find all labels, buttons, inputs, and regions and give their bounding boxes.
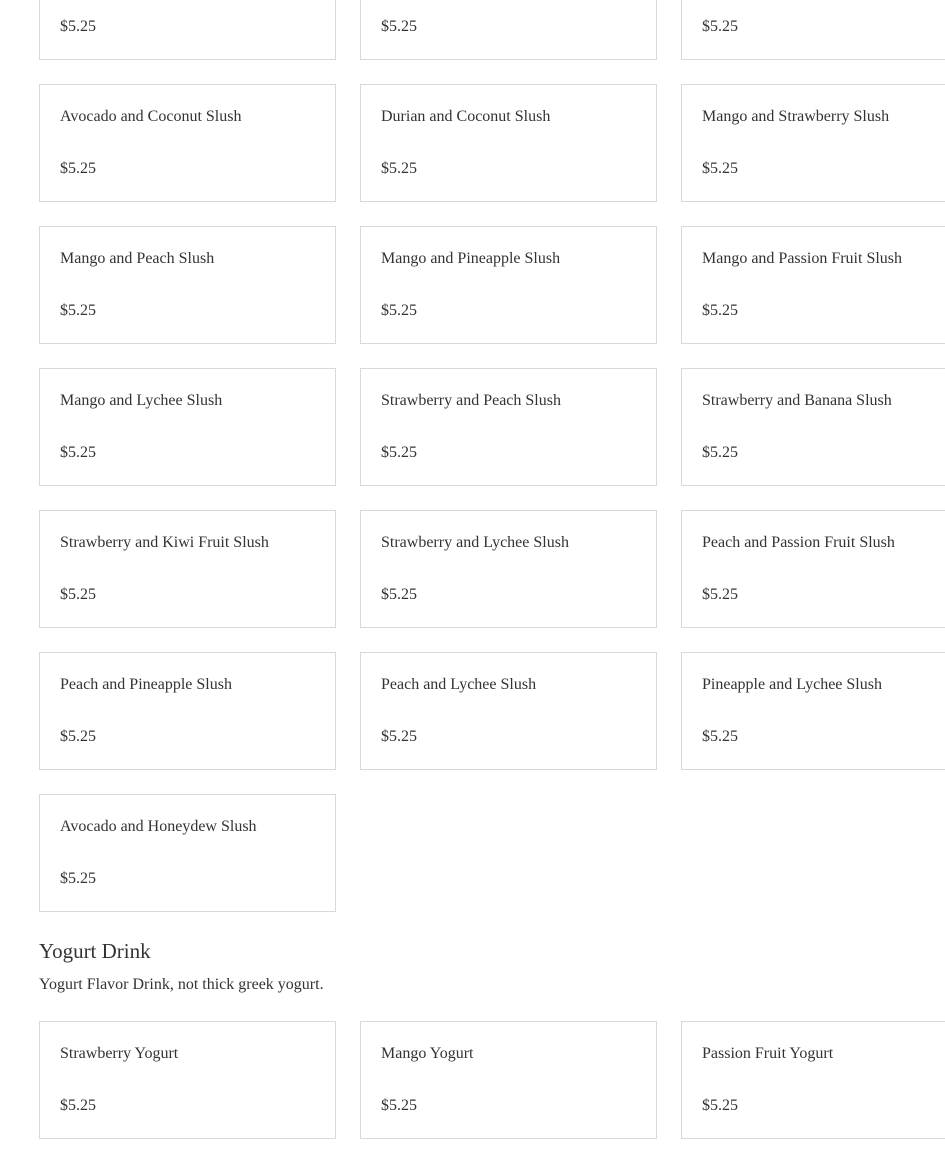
slush-menu-grid <box>39 0 945 912</box>
menu-item-card[interactable] <box>39 0 336 60</box>
menu-item-card[interactable] <box>360 652 657 770</box>
menu-item-price: $5.25 <box>381 728 417 745</box>
menu-item-price: $5.25 <box>60 870 96 887</box>
yogurt-menu-grid <box>39 1021 945 1139</box>
menu-item-card[interactable] <box>360 226 657 344</box>
menu-item-name: Pineapple and Lychee Slush <box>702 676 882 693</box>
menu-item-name: Avocado and Honeydew Slush <box>60 818 257 835</box>
menu-item-name: Passion Fruit Yogurt <box>702 1045 834 1062</box>
menu-item-card[interactable] <box>39 510 336 628</box>
menu-item-name: Durian and Coconut Slush <box>381 108 551 125</box>
menu-item-price: $5.25 <box>381 302 417 319</box>
menu-item-name: Mango and Passion Fruit Slush <box>702 250 903 267</box>
menu-item-price: $5.25 <box>702 1097 738 1114</box>
menu-item-card[interactable] <box>39 84 336 202</box>
menu-item-price: $5.25 <box>60 18 96 35</box>
menu-item-card[interactable] <box>681 368 945 486</box>
menu-item-card[interactable] <box>681 1021 945 1139</box>
menu-item-price: $5.25 <box>60 302 96 319</box>
menu-item-name: Strawberry and Lychee Slush <box>381 534 569 551</box>
menu-item-name: Mango and Pineapple Slush <box>381 250 561 267</box>
menu-item-name: Peach and Lychee Slush <box>381 676 537 693</box>
menu-item-card[interactable] <box>360 510 657 628</box>
menu-item-card[interactable] <box>39 1021 336 1139</box>
menu-item-price: $5.25 <box>381 586 417 603</box>
menu-item-name: Peach and Passion Fruit Slush <box>702 534 895 551</box>
menu-item-price: $5.25 <box>702 302 738 319</box>
menu-item-card[interactable] <box>39 794 336 912</box>
menu-item-price: $5.25 <box>60 444 96 461</box>
menu-item-card[interactable] <box>681 652 945 770</box>
menu-item-card[interactable] <box>681 510 945 628</box>
section-title-yogurt-drink: Yogurt Drink <box>39 939 151 963</box>
menu-item-price: $5.25 <box>702 728 738 745</box>
menu-item-card[interactable] <box>681 84 945 202</box>
menu-item-card[interactable] <box>360 0 657 60</box>
menu-item-card[interactable] <box>681 226 945 344</box>
section-description-yogurt-drink: Yogurt Flavor Drink, not thick greek yogurt. <box>39 976 324 993</box>
menu-item-card[interactable] <box>360 368 657 486</box>
menu-item-card[interactable] <box>39 652 336 770</box>
menu-item-name: Mango and Lychee Slush <box>60 392 223 409</box>
menu-item-card[interactable] <box>360 1021 657 1139</box>
menu-item-price: $5.25 <box>60 586 96 603</box>
menu-item-card[interactable] <box>39 368 336 486</box>
menu-item-name: Strawberry Yogurt <box>60 1045 179 1062</box>
menu-item-name: Mango and Strawberry Slush <box>702 108 890 125</box>
menu-item-name: Mango Yogurt <box>381 1045 474 1062</box>
menu-item-price: $5.25 <box>381 444 417 461</box>
menu-item-price: $5.25 <box>702 444 738 461</box>
menu-item-price: $5.25 <box>702 160 738 177</box>
menu-item-price: $5.25 <box>381 160 417 177</box>
menu-item-price: $5.25 <box>702 586 738 603</box>
menu-item-price: $5.25 <box>702 18 738 35</box>
menu-item-name: Peach and Pineapple Slush <box>60 676 232 693</box>
menu-item-price: $5.25 <box>60 160 96 177</box>
menu-item-price: $5.25 <box>60 728 96 745</box>
menu-item-name: Strawberry and Banana Slush <box>702 392 892 409</box>
menu-item-name: Strawberry and Peach Slush <box>381 392 561 409</box>
menu-item-name: Strawberry and Kiwi Fruit Slush <box>60 534 269 551</box>
menu-item-card[interactable] <box>681 0 945 60</box>
menu-item-price: $5.25 <box>381 1097 417 1114</box>
menu-item-price: $5.25 <box>381 18 417 35</box>
menu-item-name: Avocado and Coconut Slush <box>60 108 242 125</box>
menu-item-price: $5.25 <box>60 1097 96 1114</box>
menu-item-card[interactable] <box>39 226 336 344</box>
menu-item-name: Mango and Peach Slush <box>60 250 215 267</box>
menu-item-card[interactable] <box>360 84 657 202</box>
